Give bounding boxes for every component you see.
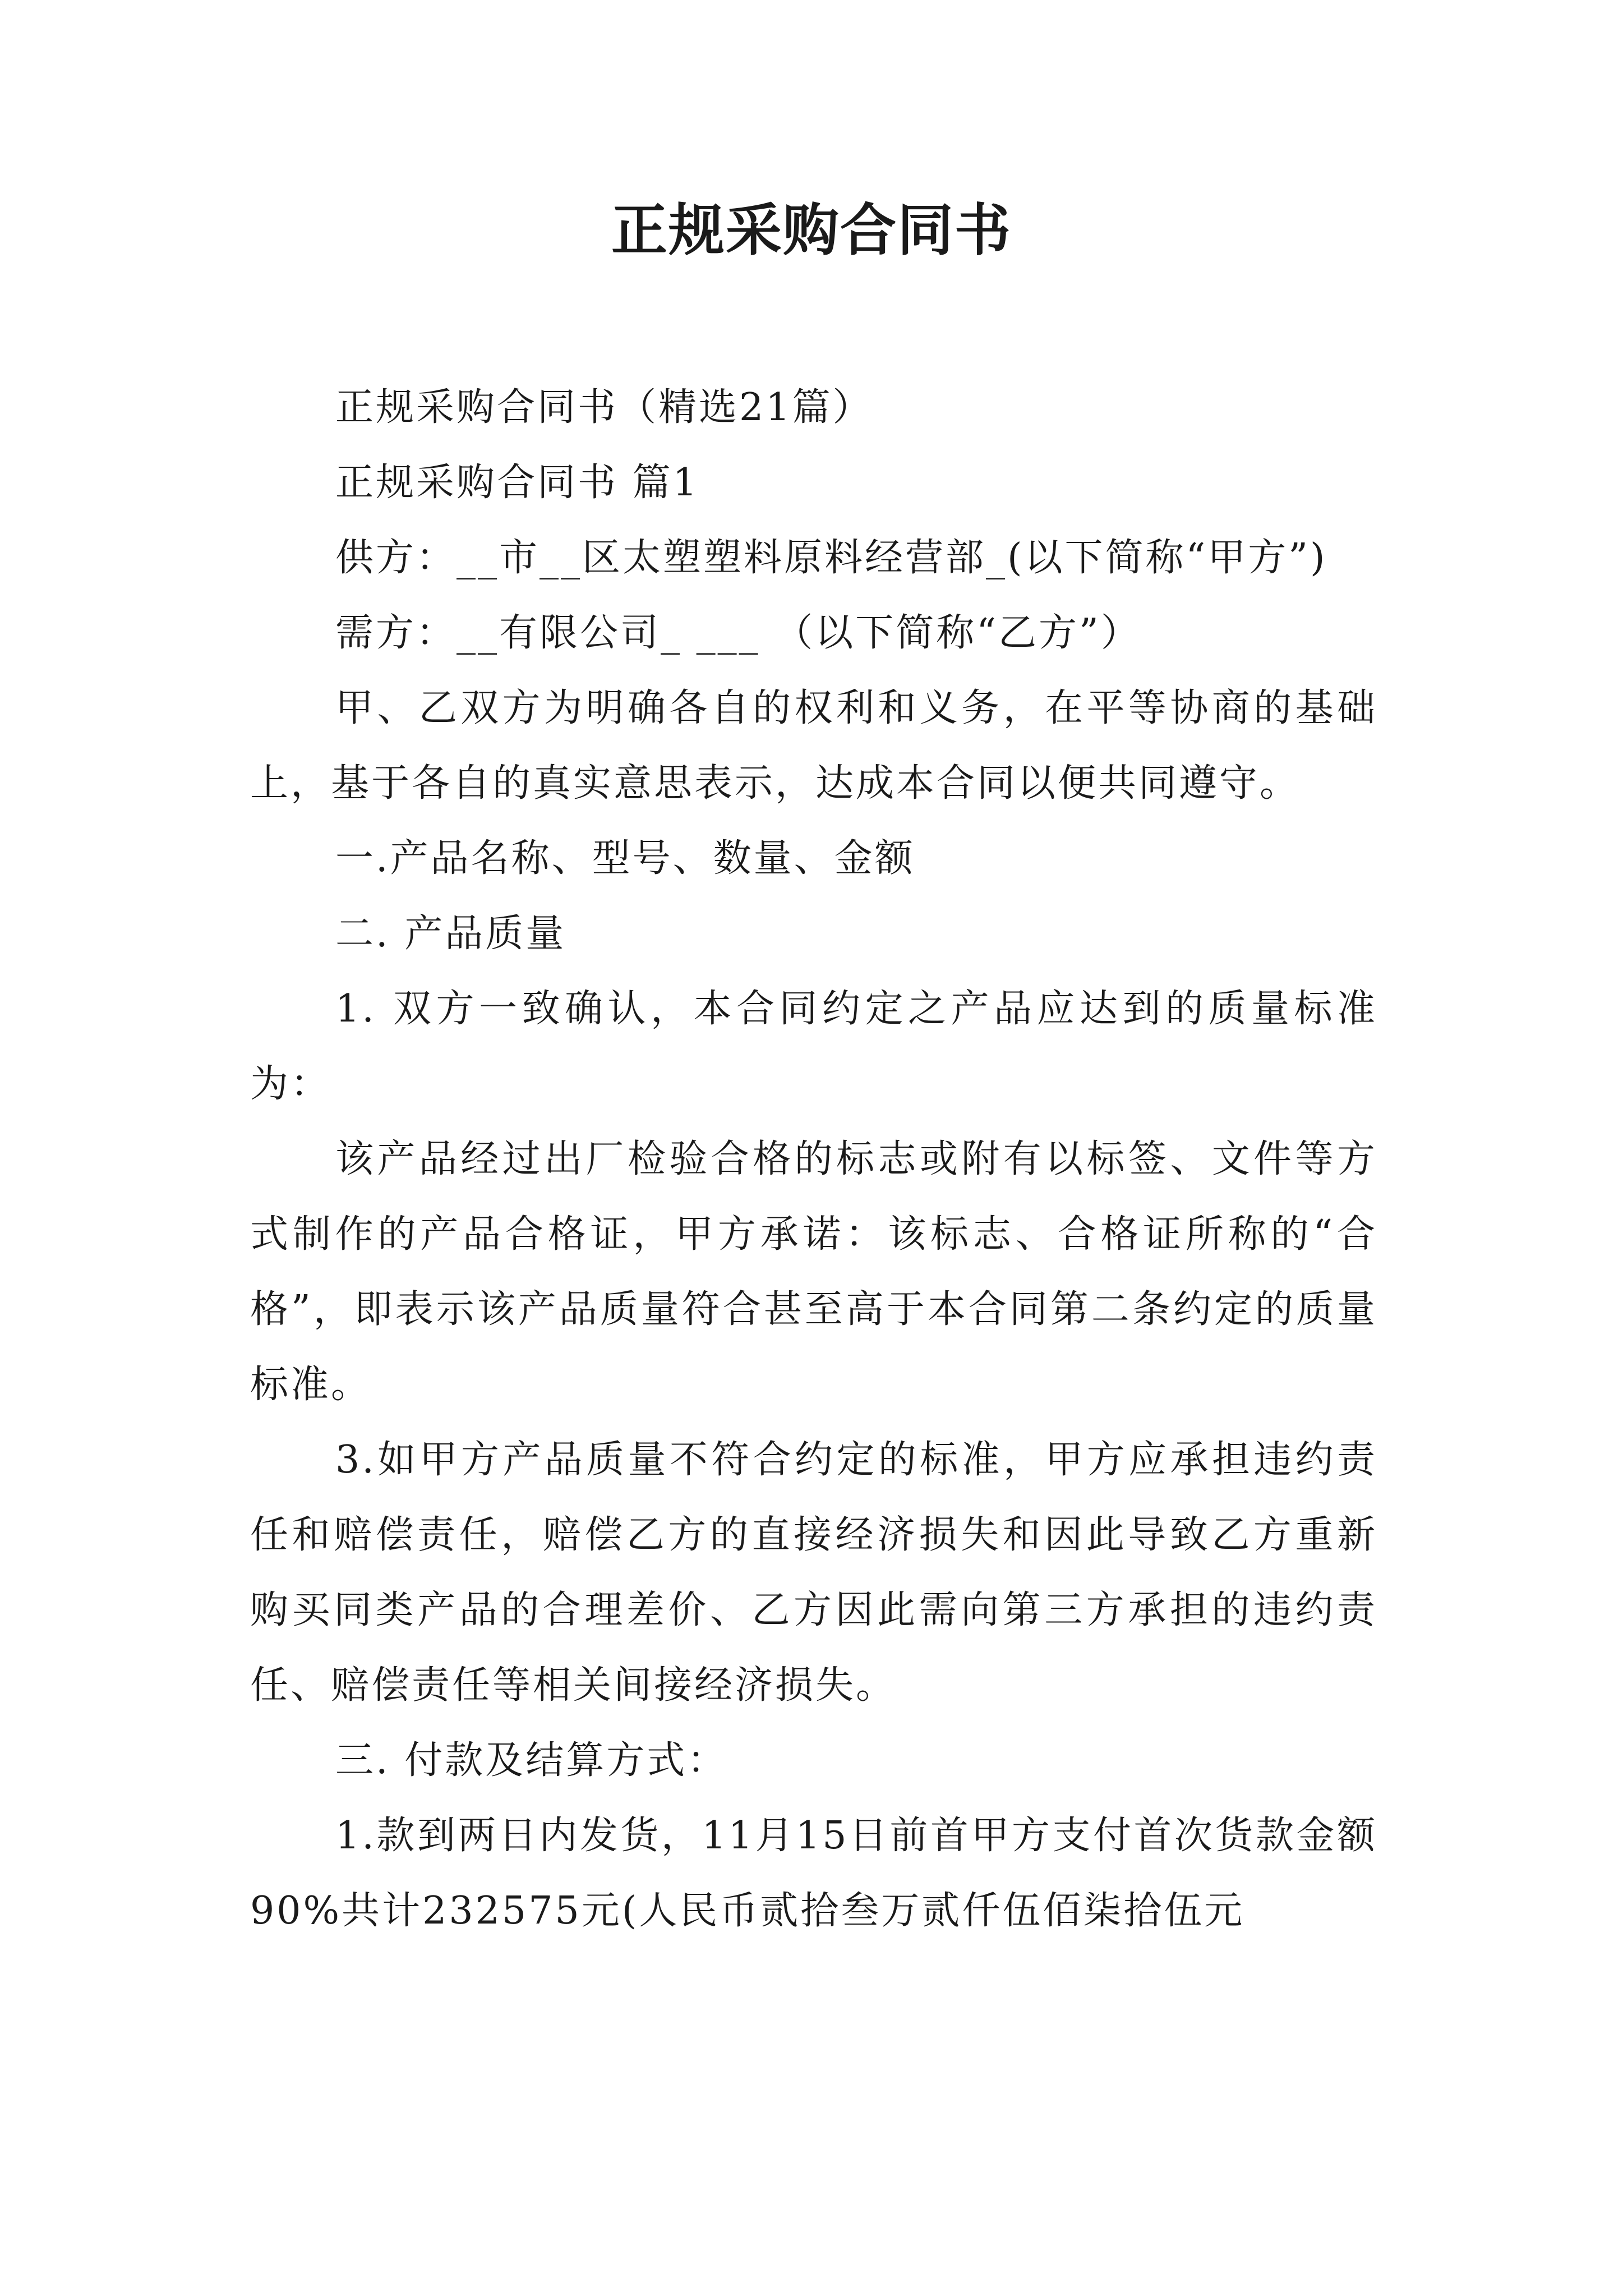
paragraph-preamble: 甲、乙双方为明确各自的权利和义务，在平等协商的基础上，基于各自的真实意思表示，达成本合同以便共同遵守。 [250,686,1377,806]
paragraph-clause-3-heading: 三. 付款及结算方式： [335,1738,728,1783]
paragraph-clause-2-item-1: 1. 双方一致确认，本合同约定之产品应达到的质量标准为： [250,987,1377,1106]
paragraph-clause-1-heading: 一.产品名称、型号、数量、金额 [335,836,915,881]
paragraph-subtitle: 正规采购合同书（精选21篇） [335,385,873,430]
paragraph-quality-certificate: 该产品经过出厂检验合格的标志或附有以标签、文件等方式制作的产品合格证，甲方承诺：该标志、合格证所称的“合格”，即表示该产品质量符合甚至高于本合同第二条约定的质量标准。 [250,1137,1377,1407]
paragraph-supplier: 供方：__市__区太塑塑料原料经营部_(以下简称“甲方”) [335,536,1327,580]
paragraph-clause-3-item-1: 1.款到两日内发货，11月15日前首甲方支付首次货款金额90%共计232575元(人民币贰拾叁万贰仟伍佰柒拾伍元 [250,1814,1377,1933]
paragraph-section-heading: 正规采购合同书 篇1 [335,461,699,505]
document-body [250,370,1377,1949]
paragraph-buyer: 需方：__有限公司_ ___ （以下简称“乙方”） [335,611,1141,655]
paragraph-clause-2-item-3: 3.如甲方产品质量不符合约定的标准，甲方应承担违约责任和赔偿责任，赔偿乙方的直接经济损失和因此导致乙方重新购买同类产品的合理差价、乙方因此需向第三方承担的违约责任、赔偿责任等相关间接经济损失。 [250,1438,1377,1708]
paragraph-clause-2-heading: 二. 产品质量 [335,912,566,956]
document-title: 正规采购合同书 [611,197,1012,263]
